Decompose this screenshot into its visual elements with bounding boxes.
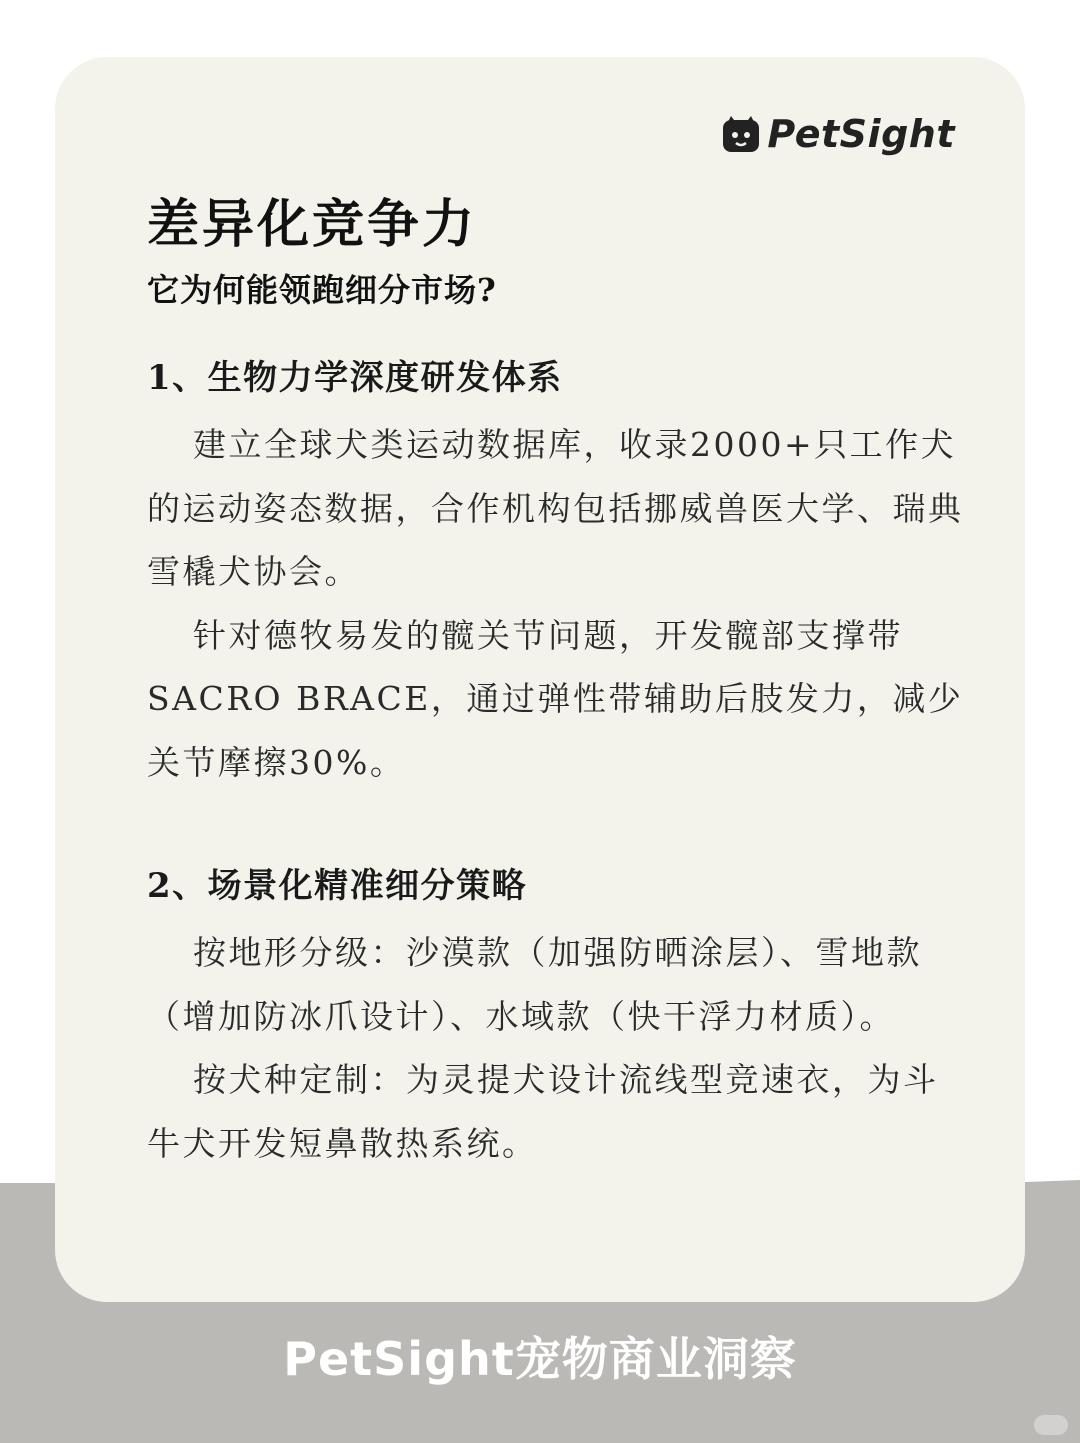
section-paragraph: 按犬种定制：为灵提犬设计流线型竞速衣，为斗牛犬开发短鼻散热系统。 xyxy=(147,1060,939,1163)
section-heading: 1、生物力学深度研发体系 xyxy=(147,358,563,398)
content-card xyxy=(55,57,1025,1302)
footer-caption: PetSight宠物商业洞察 xyxy=(283,1332,797,1386)
brand-name: PetSight xyxy=(767,112,955,156)
section-segmentation xyxy=(147,863,967,1175)
section-biomechanics xyxy=(147,355,967,794)
section-heading: 2、场景化精准细分策略 xyxy=(147,866,528,906)
section-paragraph: 按地形分级：沙漠款（加强防晒涂层）、雪地款（增加防冰爪设计）、水域款（快干浮力材质）。 xyxy=(147,933,922,1036)
cat-face-icon xyxy=(721,114,761,154)
page-title: 差异化竞争力 xyxy=(147,194,478,255)
section-paragraph: 针对德牧易发的髋关节问题，开发髋部支撑带SACRO BRACE，通过弹性带辅助后肢发力，减少关节摩擦30%。 xyxy=(147,615,964,782)
watermark xyxy=(1034,1415,1068,1435)
brand-logo xyxy=(721,112,955,156)
page-subtitle: 它为何能领跑细分市场? xyxy=(147,271,497,309)
section-paragraph: 建立全球犬类运动数据库，收录2000+只工作犬的运动姿态数据，合作机构包括挪威兽医大学、瑞典雪橇犬协会。 xyxy=(147,425,964,591)
